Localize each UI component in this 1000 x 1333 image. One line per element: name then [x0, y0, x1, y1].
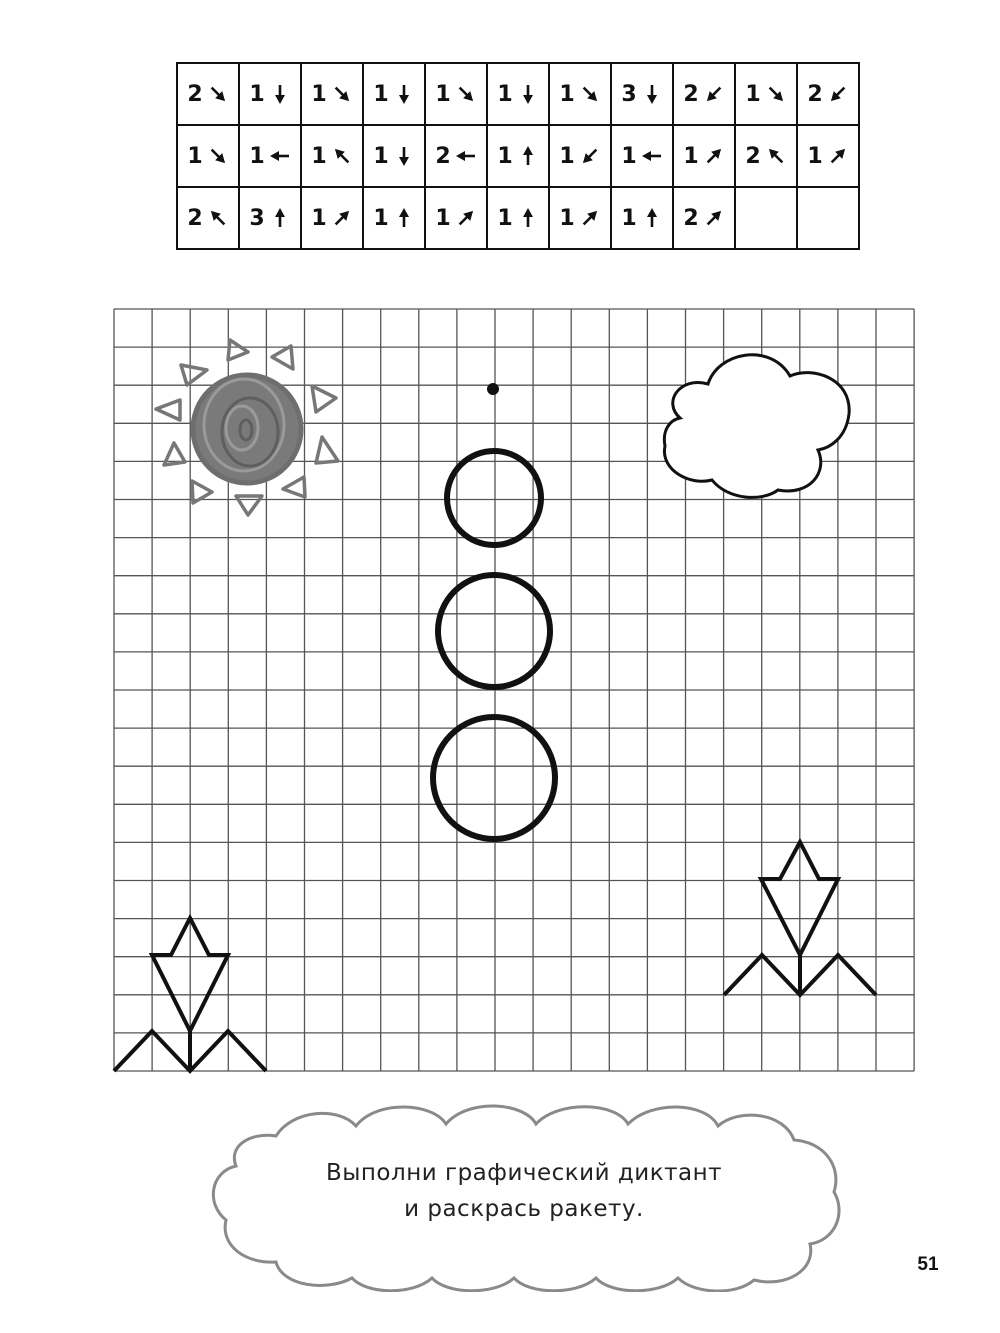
step-count: 1: [559, 81, 575, 107]
step-count: 1: [807, 143, 823, 169]
step-count: 3: [249, 205, 265, 231]
step-count: 1: [311, 143, 327, 169]
cloud-icon: [664, 355, 849, 498]
step-count: 2: [683, 81, 699, 107]
instruction-text-line-1: Выполни графический диктант: [325, 1160, 723, 1186]
step-count: 1: [621, 143, 637, 169]
step-count: 1: [497, 205, 513, 231]
instruction-text-line-2: и раскрась ракету.: [404, 1196, 644, 1222]
page-number: 51: [917, 1254, 939, 1275]
step-count: 1: [683, 143, 699, 169]
sun-icon: [156, 340, 338, 515]
step-count: 2: [435, 143, 451, 169]
step-count: 1: [373, 205, 389, 231]
step-count: 1: [497, 143, 513, 169]
step-count: 2: [807, 81, 823, 107]
step-count: 1: [435, 205, 451, 231]
step-count: 2: [745, 143, 761, 169]
step-count: 1: [373, 81, 389, 107]
start-dot: [487, 383, 499, 395]
step-count: 1: [311, 81, 327, 107]
step-count: 1: [249, 81, 265, 107]
step-count: 1: [621, 205, 637, 231]
step-count: 1: [187, 143, 203, 169]
step-count: 1: [373, 143, 389, 169]
step-count: 1: [435, 81, 451, 107]
step-count: 1: [311, 205, 327, 231]
porthole-bottom: [433, 717, 555, 839]
porthole-top: [447, 451, 541, 545]
step-count: 1: [559, 143, 575, 169]
rocket-portholes: [433, 451, 555, 839]
step-count: 2: [187, 205, 203, 231]
step-count: 1: [745, 81, 761, 107]
step-count: 1: [249, 143, 265, 169]
step-count: 1: [559, 205, 575, 231]
step-count: 2: [683, 205, 699, 231]
step-count: 2: [187, 81, 203, 107]
step-count: 3: [621, 81, 637, 107]
step-count: 1: [497, 81, 513, 107]
sun-scribble: [193, 375, 301, 483]
